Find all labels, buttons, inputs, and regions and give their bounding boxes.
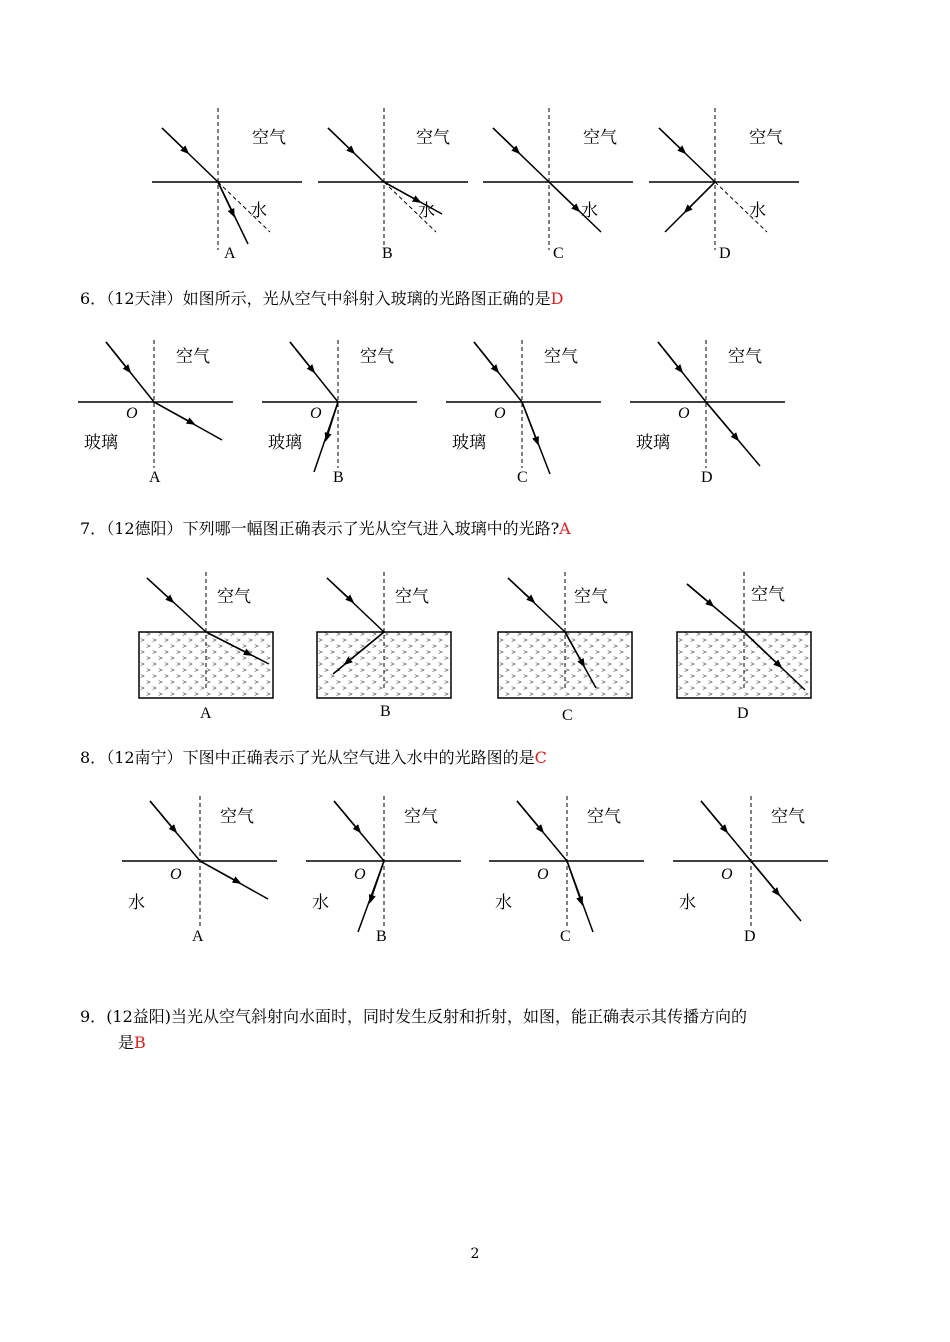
option-a-label: A	[149, 469, 161, 486]
air-label: 空气	[728, 347, 762, 367]
question-number: 8．	[80, 748, 107, 767]
glass-label: 玻璃	[84, 433, 118, 453]
origin-label: O	[310, 405, 322, 422]
question-6	[80, 286, 563, 312]
air-label: 空气	[220, 807, 254, 827]
answer: B	[134, 1033, 146, 1052]
question-9	[80, 1004, 880, 1056]
question-text: 当光从空气斜射向水面时，同时发生反射和折射，如图，能正确表示其传播方向的	[171, 1007, 748, 1026]
question-text-continued: 是	[118, 1033, 135, 1052]
water-label: 水	[128, 893, 145, 913]
q5-fig-b	[318, 108, 468, 262]
q6-fig-b	[262, 340, 417, 486]
air-label: 空气	[176, 347, 210, 367]
question-source: （12南宁）	[106, 748, 183, 767]
water-label: 水	[312, 893, 329, 913]
q7-fig-b	[317, 572, 451, 720]
question-source: （12天津）	[106, 289, 183, 308]
option-d-label: D	[719, 245, 731, 262]
question-text: 下列哪一幅图正确表示了光从空气进入玻璃中的光路?	[182, 519, 560, 538]
option-c-label: C	[560, 928, 571, 945]
origin-label: O	[354, 866, 366, 883]
air-label: 空气	[583, 128, 617, 148]
answer: D	[550, 289, 564, 308]
option-a-label: A	[192, 928, 204, 945]
water-label: 水	[581, 201, 598, 221]
option-b-label: B	[333, 469, 344, 486]
option-b-label: B	[382, 245, 393, 262]
air-label: 空气	[217, 587, 251, 607]
question-text: 下图中正确表示了光从空气进入水中的光路图的是	[182, 748, 535, 767]
air-label: 空气	[751, 585, 785, 605]
question-text: 如图所示，光从空气中斜射入玻璃的光路图正确的是	[182, 289, 551, 308]
option-d-label: D	[737, 705, 749, 722]
q7-fig-c	[498, 572, 632, 724]
question-source: (12益阳)	[106, 1007, 172, 1026]
water-label: 水	[250, 201, 267, 221]
air-label: 空气	[360, 347, 394, 367]
air-label: 空气	[587, 807, 621, 827]
option-a-label: A	[200, 705, 212, 722]
air-label: 空气	[416, 128, 450, 148]
q6-fig-a	[78, 340, 233, 486]
question-8	[80, 745, 547, 771]
question-source: （12德阳）	[106, 519, 183, 538]
q5-fig-a	[152, 108, 302, 262]
origin-label: O	[678, 405, 690, 422]
question-7	[80, 516, 571, 542]
origin-label: O	[170, 866, 182, 883]
option-c-label: C	[562, 707, 573, 724]
q8-fig-b	[306, 796, 461, 945]
air-label: 空气	[749, 128, 783, 148]
water-label: 水	[495, 893, 512, 913]
q7-fig-a	[139, 572, 273, 722]
option-b-label: B	[376, 928, 387, 945]
air-label: 空气	[252, 128, 286, 148]
page-number: 2	[470, 1246, 480, 1262]
question-line-2	[80, 1030, 880, 1056]
option-c-label: C	[553, 245, 564, 262]
option-b-label: B	[380, 703, 391, 720]
q8-fig-d	[673, 796, 828, 945]
glass-label: 玻璃	[452, 433, 486, 453]
question-number: 6．	[80, 289, 107, 308]
q5-fig-d	[649, 108, 799, 262]
glass-label: 玻璃	[636, 433, 670, 453]
question-number: 7．	[80, 519, 107, 538]
glass-label: 玻璃	[268, 433, 302, 453]
origin-label: O	[494, 405, 506, 422]
option-c-label: C	[517, 469, 528, 486]
answer: A	[559, 519, 571, 538]
q6-fig-d	[630, 340, 785, 486]
air-label: 空气	[544, 347, 578, 367]
water-label: 水	[749, 201, 766, 221]
air-label: 空气	[395, 587, 429, 607]
origin-label: O	[126, 405, 138, 422]
q8-fig-c	[489, 796, 644, 945]
option-a-label: A	[224, 245, 236, 262]
question-line-1	[80, 1004, 880, 1030]
q8-fig-a	[122, 796, 277, 945]
q5-fig-c	[483, 108, 633, 262]
option-d-label: D	[744, 928, 756, 945]
origin-label: O	[537, 866, 549, 883]
air-label: 空气	[574, 587, 608, 607]
answer: C	[534, 748, 547, 767]
water-label: 水	[418, 201, 435, 221]
question-number: 9．	[80, 1007, 107, 1026]
air-label: 空气	[404, 807, 438, 827]
water-label: 水	[679, 893, 696, 913]
air-label: 空气	[771, 807, 805, 827]
origin-label: O	[721, 866, 733, 883]
q7-fig-d	[677, 572, 811, 722]
option-d-label: D	[701, 469, 713, 486]
q6-fig-c	[446, 340, 601, 486]
